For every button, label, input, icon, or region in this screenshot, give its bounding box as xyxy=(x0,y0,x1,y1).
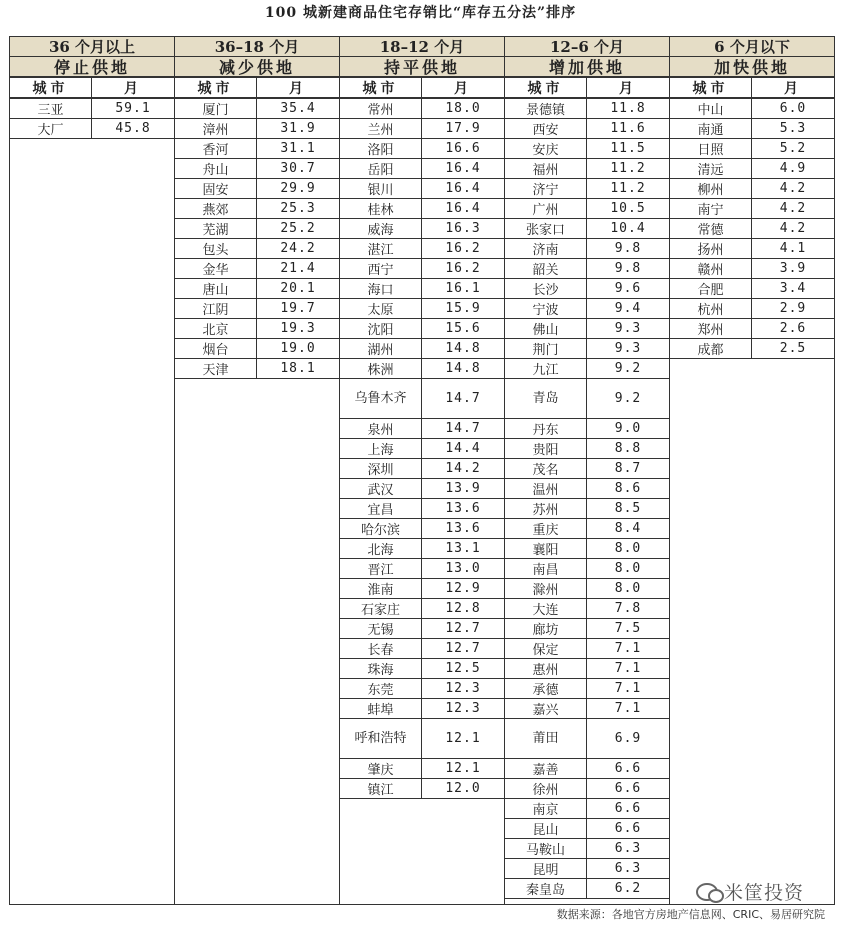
city-cell: 安庆 xyxy=(504,138,587,159)
value-cell: 4.2 xyxy=(751,218,835,239)
city-cell: 茂名 xyxy=(504,458,587,479)
city-cell: 南通 xyxy=(669,118,752,139)
city-cell: 蚌埠 xyxy=(339,698,422,719)
city-cell: 厦门 xyxy=(174,98,257,119)
city-cell: 镇江 xyxy=(339,778,422,799)
value-cell: 7.1 xyxy=(586,658,670,679)
value-cell: 14.8 xyxy=(421,358,505,379)
city-cell: 固安 xyxy=(174,178,257,199)
city-cell: 重庆 xyxy=(504,518,587,539)
city-cell: 泉州 xyxy=(339,418,422,439)
city-cell: 岳阳 xyxy=(339,158,422,179)
value-cell: 7.1 xyxy=(586,678,670,699)
value-cell: 25.2 xyxy=(256,218,340,239)
value-cell: 6.6 xyxy=(586,758,670,779)
value-cell: 9.3 xyxy=(586,318,670,339)
action-header: 停止供地 xyxy=(9,56,175,77)
value-cell: 8.4 xyxy=(586,518,670,539)
empty-column-frame xyxy=(339,798,505,905)
city-cell: 烟台 xyxy=(174,338,257,359)
action-header: 持平供地 xyxy=(339,56,505,77)
value-cell: 14.7 xyxy=(421,418,505,439)
city-cell: 佛山 xyxy=(504,318,587,339)
city-column-header: 城市 xyxy=(669,77,752,98)
value-cell: 5.2 xyxy=(751,138,835,159)
value-cell: 9.6 xyxy=(586,278,670,299)
value-cell: 12.1 xyxy=(421,758,505,779)
period-header: 36–18 个月 xyxy=(174,36,340,57)
city-cell: 莆田 xyxy=(504,718,587,759)
city-cell: 贵阳 xyxy=(504,438,587,459)
city-cell: 乌鲁木齐 xyxy=(339,378,422,419)
value-cell: 13.1 xyxy=(421,538,505,559)
city-cell: 九江 xyxy=(504,358,587,379)
value-cell: 31.9 xyxy=(256,118,340,139)
empty-column-frame xyxy=(504,898,670,905)
value-cell: 16.4 xyxy=(421,198,505,219)
value-cell: 8.0 xyxy=(586,578,670,599)
city-cell: 威海 xyxy=(339,218,422,239)
city-cell: 湖州 xyxy=(339,338,422,359)
city-cell: 天津 xyxy=(174,358,257,379)
city-cell: 常德 xyxy=(669,218,752,239)
period-header: 6 个月以下 xyxy=(669,36,835,57)
value-cell: 7.5 xyxy=(586,618,670,639)
value-cell: 19.3 xyxy=(256,318,340,339)
value-cell: 4.9 xyxy=(751,158,835,179)
value-cell: 8.7 xyxy=(586,458,670,479)
city-cell: 秦皇岛 xyxy=(504,878,587,899)
value-cell: 11.2 xyxy=(586,178,670,199)
value-cell: 4.2 xyxy=(751,178,835,199)
city-column-header: 城市 xyxy=(504,77,587,98)
value-cell: 2.9 xyxy=(751,298,835,319)
city-cell: 石家庄 xyxy=(339,598,422,619)
value-cell: 12.0 xyxy=(421,778,505,799)
city-cell: 长沙 xyxy=(504,278,587,299)
source-note: 数据来源：各地官方房地产信息网、CRIC、易居研究院 xyxy=(556,908,825,921)
value-cell: 6.3 xyxy=(586,858,670,879)
city-cell: 襄阳 xyxy=(504,538,587,559)
value-cell: 6.6 xyxy=(586,818,670,839)
city-cell: 南宁 xyxy=(669,198,752,219)
city-cell: 常州 xyxy=(339,98,422,119)
value-cell: 35.4 xyxy=(256,98,340,119)
value-cell: 8.6 xyxy=(586,478,670,499)
value-cell: 18.1 xyxy=(256,358,340,379)
value-cell: 4.1 xyxy=(751,238,835,259)
city-cell: 西安 xyxy=(504,118,587,139)
value-cell: 45.8 xyxy=(91,118,175,139)
city-cell: 东莞 xyxy=(339,678,422,699)
city-cell: 福州 xyxy=(504,158,587,179)
city-cell: 昆明 xyxy=(504,858,587,879)
value-cell: 6.3 xyxy=(586,838,670,859)
value-cell: 7.1 xyxy=(586,698,670,719)
city-cell: 保定 xyxy=(504,638,587,659)
value-cell: 31.1 xyxy=(256,138,340,159)
value-cell: 2.6 xyxy=(751,318,835,339)
city-cell: 江阴 xyxy=(174,298,257,319)
city-cell: 桂林 xyxy=(339,198,422,219)
empty-column-frame xyxy=(669,358,835,905)
value-cell: 13.6 xyxy=(421,518,505,539)
city-cell: 北海 xyxy=(339,538,422,559)
value-cell: 14.8 xyxy=(421,338,505,359)
city-cell: 日照 xyxy=(669,138,752,159)
city-cell: 芜湖 xyxy=(174,218,257,239)
value-cell: 10.4 xyxy=(586,218,670,239)
period-header: 18–12 个月 xyxy=(339,36,505,57)
city-column-header: 城市 xyxy=(339,77,422,98)
value-cell: 16.2 xyxy=(421,258,505,279)
months-column-header: 月 xyxy=(586,77,670,98)
city-cell: 柳州 xyxy=(669,178,752,199)
city-cell: 宁波 xyxy=(504,298,587,319)
city-cell: 珠海 xyxy=(339,658,422,679)
value-cell: 13.9 xyxy=(421,478,505,499)
city-cell: 漳州 xyxy=(174,118,257,139)
value-cell: 13.0 xyxy=(421,558,505,579)
value-cell: 8.8 xyxy=(586,438,670,459)
city-cell: 无锡 xyxy=(339,618,422,639)
city-column-header: 城市 xyxy=(174,77,257,98)
city-cell: 燕郊 xyxy=(174,198,257,219)
value-cell: 25.3 xyxy=(256,198,340,219)
value-cell: 20.1 xyxy=(256,278,340,299)
city-cell: 宜昌 xyxy=(339,498,422,519)
city-cell: 成都 xyxy=(669,338,752,359)
value-cell: 6.6 xyxy=(586,778,670,799)
city-cell: 株洲 xyxy=(339,358,422,379)
city-cell: 徐州 xyxy=(504,778,587,799)
value-cell: 6.9 xyxy=(586,718,670,759)
value-cell: 3.9 xyxy=(751,258,835,279)
city-cell: 承德 xyxy=(504,678,587,699)
city-cell: 武汉 xyxy=(339,478,422,499)
city-cell: 中山 xyxy=(669,98,752,119)
city-cell: 郑州 xyxy=(669,318,752,339)
value-cell: 9.8 xyxy=(586,258,670,279)
value-cell: 9.0 xyxy=(586,418,670,439)
action-header: 减少供地 xyxy=(174,56,340,77)
value-cell: 14.2 xyxy=(421,458,505,479)
value-cell: 59.1 xyxy=(91,98,175,119)
value-cell: 6.6 xyxy=(586,798,670,819)
city-cell: 香河 xyxy=(174,138,257,159)
value-cell: 2.5 xyxy=(751,338,835,359)
city-cell: 西宁 xyxy=(339,258,422,279)
value-cell: 12.1 xyxy=(421,718,505,759)
city-cell: 杭州 xyxy=(669,298,752,319)
months-column-header: 月 xyxy=(421,77,505,98)
value-cell: 19.0 xyxy=(256,338,340,359)
value-cell: 11.5 xyxy=(586,138,670,159)
value-cell: 8.0 xyxy=(586,538,670,559)
value-cell: 15.6 xyxy=(421,318,505,339)
city-cell: 昆山 xyxy=(504,818,587,839)
value-cell: 12.9 xyxy=(421,578,505,599)
action-header: 增加供地 xyxy=(504,56,670,77)
city-cell: 南昌 xyxy=(504,558,587,579)
city-cell: 大厂 xyxy=(9,118,92,139)
value-cell: 16.4 xyxy=(421,158,505,179)
city-cell: 南京 xyxy=(504,798,587,819)
value-cell: 9.3 xyxy=(586,338,670,359)
city-cell: 景德镇 xyxy=(504,98,587,119)
city-cell: 舟山 xyxy=(174,158,257,179)
city-cell: 海口 xyxy=(339,278,422,299)
value-cell: 5.3 xyxy=(751,118,835,139)
value-cell: 8.0 xyxy=(586,558,670,579)
city-cell: 清远 xyxy=(669,158,752,179)
watermark-text: 米筐投资 xyxy=(724,882,805,904)
value-cell: 18.0 xyxy=(421,98,505,119)
value-cell: 12.7 xyxy=(421,638,505,659)
value-cell: 6.0 xyxy=(751,98,835,119)
city-cell: 晋江 xyxy=(339,558,422,579)
value-cell: 3.4 xyxy=(751,278,835,299)
period-header: 12–6 个月 xyxy=(504,36,670,57)
city-cell: 嘉善 xyxy=(504,758,587,779)
value-cell: 11.2 xyxy=(586,158,670,179)
watermark-logo xyxy=(696,878,804,905)
city-cell: 包头 xyxy=(174,238,257,259)
value-cell: 12.3 xyxy=(421,698,505,719)
action-header: 加快供地 xyxy=(669,56,835,77)
city-cell: 洛阳 xyxy=(339,138,422,159)
city-cell: 淮南 xyxy=(339,578,422,599)
city-cell: 上海 xyxy=(339,438,422,459)
period-header: 36 个月以上 xyxy=(9,36,175,57)
value-cell: 29.9 xyxy=(256,178,340,199)
city-cell: 金华 xyxy=(174,258,257,279)
city-cell: 沈阳 xyxy=(339,318,422,339)
value-cell: 12.3 xyxy=(421,678,505,699)
value-cell: 9.8 xyxy=(586,238,670,259)
value-cell: 14.7 xyxy=(421,378,505,419)
value-cell: 7.8 xyxy=(586,598,670,619)
city-cell: 马鞍山 xyxy=(504,838,587,859)
city-cell: 长春 xyxy=(339,638,422,659)
value-cell: 9.2 xyxy=(586,378,670,419)
empty-column-frame xyxy=(9,138,175,905)
city-cell: 三亚 xyxy=(9,98,92,119)
city-cell: 太原 xyxy=(339,298,422,319)
city-cell: 张家口 xyxy=(504,218,587,239)
city-cell: 青岛 xyxy=(504,378,587,419)
wechat-icon xyxy=(696,883,718,901)
value-cell: 6.2 xyxy=(586,878,670,899)
value-cell: 17.9 xyxy=(421,118,505,139)
city-cell: 嘉兴 xyxy=(504,698,587,719)
value-cell: 21.4 xyxy=(256,258,340,279)
table-title: 100 城新建商品住宅存销比“库存五分法”排序 xyxy=(264,5,577,21)
value-cell: 9.2 xyxy=(586,358,670,379)
city-cell: 廊坊 xyxy=(504,618,587,639)
value-cell: 9.4 xyxy=(586,298,670,319)
value-cell: 11.6 xyxy=(586,118,670,139)
city-cell: 苏州 xyxy=(504,498,587,519)
city-cell: 济宁 xyxy=(504,178,587,199)
city-cell: 北京 xyxy=(174,318,257,339)
city-cell: 银川 xyxy=(339,178,422,199)
value-cell: 24.2 xyxy=(256,238,340,259)
city-cell: 哈尔滨 xyxy=(339,518,422,539)
city-cell: 肇庆 xyxy=(339,758,422,779)
city-cell: 荆门 xyxy=(504,338,587,359)
city-cell: 济南 xyxy=(504,238,587,259)
city-column-header: 城市 xyxy=(9,77,92,98)
value-cell: 7.1 xyxy=(586,638,670,659)
city-cell: 唐山 xyxy=(174,278,257,299)
months-column-header: 月 xyxy=(751,77,835,98)
months-column-header: 月 xyxy=(91,77,175,98)
value-cell: 14.4 xyxy=(421,438,505,459)
value-cell: 11.8 xyxy=(586,98,670,119)
value-cell: 8.5 xyxy=(586,498,670,519)
value-cell: 16.6 xyxy=(421,138,505,159)
value-cell: 19.7 xyxy=(256,298,340,319)
value-cell: 12.5 xyxy=(421,658,505,679)
city-cell: 惠州 xyxy=(504,658,587,679)
city-cell: 兰州 xyxy=(339,118,422,139)
value-cell: 4.2 xyxy=(751,198,835,219)
city-cell: 湛江 xyxy=(339,238,422,259)
city-cell: 大连 xyxy=(504,598,587,619)
city-cell: 丹东 xyxy=(504,418,587,439)
value-cell: 13.6 xyxy=(421,498,505,519)
city-cell: 韶关 xyxy=(504,258,587,279)
city-cell: 温州 xyxy=(504,478,587,499)
empty-column-frame xyxy=(174,378,340,905)
value-cell: 16.2 xyxy=(421,238,505,259)
city-cell: 广州 xyxy=(504,198,587,219)
value-cell: 16.1 xyxy=(421,278,505,299)
city-cell: 赣州 xyxy=(669,258,752,279)
value-cell: 12.8 xyxy=(421,598,505,619)
value-cell: 12.7 xyxy=(421,618,505,639)
value-cell: 16.3 xyxy=(421,218,505,239)
city-cell: 滁州 xyxy=(504,578,587,599)
value-cell: 10.5 xyxy=(586,198,670,219)
city-cell: 合肥 xyxy=(669,278,752,299)
city-cell: 呼和浩特 xyxy=(339,718,422,759)
city-cell: 深圳 xyxy=(339,458,422,479)
value-cell: 30.7 xyxy=(256,158,340,179)
value-cell: 15.9 xyxy=(421,298,505,319)
months-column-header: 月 xyxy=(256,77,340,98)
value-cell: 16.4 xyxy=(421,178,505,199)
city-cell: 扬州 xyxy=(669,238,752,259)
